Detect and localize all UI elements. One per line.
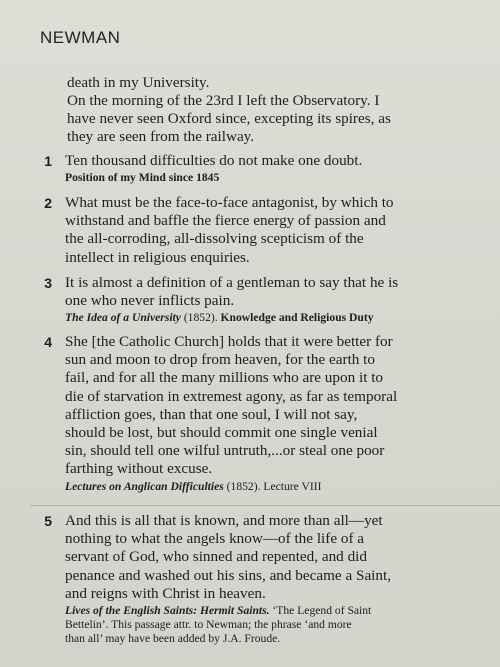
source-title: Lectures on Anglican Difficulties [65,479,224,493]
quote-line: farthing without excuse. [65,460,213,478]
quote-line: servant of God, who sinned and repented, and did [65,548,367,566]
quote-line: sun and moon to drop from heaven, for the earth to [65,351,375,369]
page-header: NEWMAN [40,28,121,47]
quote-source [65,604,490,618]
quote-line: intellect in religious enquiries. [65,248,250,266]
quote-line: fail, and for all the many millions who are upon it to [65,369,384,387]
source-title: Lives of the English Saints: Hermit Saints. [65,604,270,618]
quote-text [65,194,490,267]
quote-line: withstand and baffle the fierce energy of passion and [65,212,386,230]
quote-entry-2 [30,194,490,267]
quote-line: should be lost, but should commit one single venial [65,424,378,442]
quote-line: What must be the face-to-face antagonist, by which to [65,194,394,211]
quote-entry-3 [30,274,490,325]
quote-line: penance and washed out his sins, and became a Saint, [65,566,392,584]
quote-line: sin, should tell one wilful untruth,...or steal one poor [65,442,385,460]
entry-number: 4 [44,334,52,350]
quote-line: It is almost a definition of a gentleman to say that he is [65,274,399,291]
quote-line: And this is all that is known, and more than all—yet [65,512,383,529]
quote-source [65,311,490,325]
source-section: Knowledge and Religious Duty [220,311,374,325]
quote-entry-1 [30,152,490,185]
quote-source-continued: than all’ may have been added by J.A. Froude. [65,632,281,646]
source-title: The Idea of a University [65,311,181,325]
entry-number: 3 [44,275,52,291]
quote-source [65,171,490,185]
source-title: Position of my Mind since 1845 [65,171,220,185]
quote-text [65,333,490,479]
quote-text [65,152,490,170]
source-detail: (1852). Lecture VIII [223,479,322,493]
intro-line: have never seen Oxford since, excepting its spires, as [67,110,391,127]
entry-number: 1 [44,153,52,169]
intro-paragraph [67,74,487,146]
source-detail: ‘The Legend of Saint [269,604,372,618]
quote-entry-4 [30,333,490,494]
quote-line: Ten thousand difficulties do not make one doubt. [65,152,363,169]
quote-line: nothing to what the angels know—of the life of a [65,530,365,548]
quote-source-continued: Bettelin’. This passage attr. to Newman; the phrase ‘and more [65,618,352,632]
quote-source [65,480,490,494]
quote-text [65,274,490,310]
source-year: (1852). [180,311,221,325]
quote-line: and reigns with Christ in heaven. [65,584,266,602]
quote-line: She [the Catholic Church] holds that it were better for [65,333,393,350]
section-divider [30,505,500,506]
quote-text [65,512,490,603]
quote-line: the all-corroding, all-dissolving scepticism of the [65,230,364,248]
entry-number: 5 [44,513,52,529]
intro-line: they are seen from the railway. [67,128,255,145]
intro-line: On the morning of the 23rd I left the Observatory. I [67,92,380,109]
quote-entry-5 [30,512,490,646]
quote-line: die of starvation in extremest agony, as far as temporal [65,387,398,405]
quote-line: affliction goes, than that one soul, I will not say, [65,405,358,423]
quote-line: one who never inflicts pain. [65,292,235,310]
entry-number: 2 [44,195,52,211]
intro-line: death in my University. [67,74,210,91]
